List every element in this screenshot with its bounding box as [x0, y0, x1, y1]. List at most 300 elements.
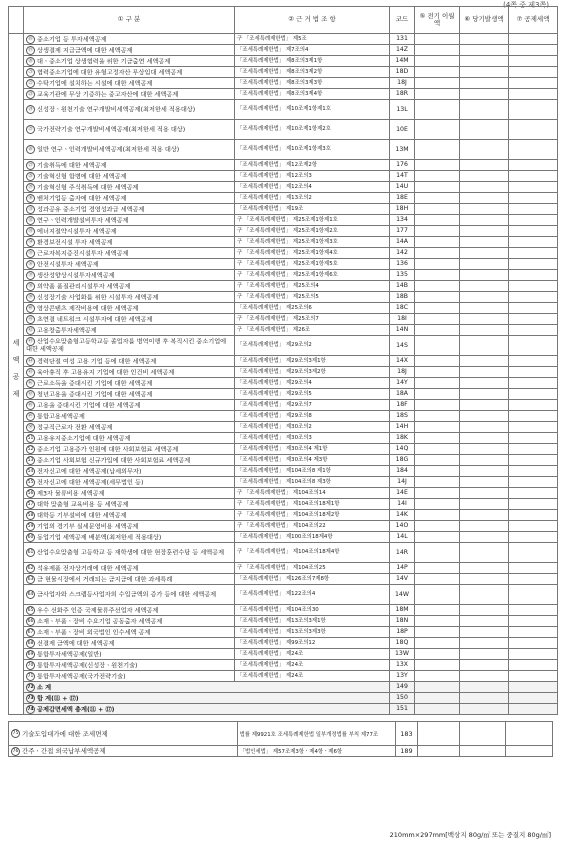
carryover-cell[interactable]	[415, 356, 460, 367]
credit-amount-cell[interactable]	[509, 411, 558, 422]
item-name	[24, 67, 235, 78]
item-label: 우수 선화주 인증 국제물류주선업자 세액공제	[37, 607, 159, 614]
credit-amount-cell[interactable]	[509, 182, 558, 193]
carryover-cell[interactable]	[415, 215, 460, 226]
current-amount-cell[interactable]	[460, 140, 509, 160]
carryover-cell[interactable]	[415, 292, 460, 303]
code-cell: 136	[390, 259, 415, 270]
carryover-cell[interactable]	[415, 499, 460, 510]
current-amount-cell[interactable]	[460, 248, 509, 259]
subtotal-label: 공제감면세액 총계(⑪ + ⑰)	[37, 706, 115, 713]
current-amount-cell[interactable]	[460, 400, 509, 411]
item-name	[24, 433, 235, 444]
code-cell: 14J	[390, 477, 415, 488]
current-amount-cell[interactable]	[460, 510, 509, 521]
credit-amount-cell[interactable]	[509, 378, 558, 389]
item-number: ㊳	[26, 282, 35, 291]
item-number: ㉔	[26, 105, 35, 114]
current-amount-cell[interactable]	[460, 433, 509, 444]
table-row	[9, 248, 558, 259]
exemption-name	[9, 746, 238, 757]
item-number: 71	[27, 673, 34, 679]
side-label	[9, 34, 24, 715]
item-name	[24, 325, 235, 336]
credit-amount-cell[interactable]	[509, 422, 558, 433]
exemption-row	[9, 746, 553, 757]
legal-basis: 구 「조세특례제한법」 제25조제1항제6호	[235, 270, 390, 281]
credit-amount-cell[interactable]	[509, 455, 558, 466]
credit-amount-cell[interactable]	[509, 488, 558, 499]
item-name	[24, 193, 235, 204]
credit-amount-cell[interactable]	[509, 521, 558, 532]
table-row	[9, 120, 558, 140]
credit-amount-cell[interactable]	[509, 466, 558, 477]
item-name	[24, 627, 235, 638]
credit-amount-cell[interactable]	[509, 616, 558, 627]
item-number: ㉑	[26, 68, 35, 77]
credit-amount-cell[interactable]	[509, 34, 558, 45]
item-number: 74	[27, 706, 34, 712]
carryover-cell[interactable]	[415, 160, 460, 171]
table-row	[9, 204, 558, 215]
credit-amount-cell[interactable]	[509, 433, 558, 444]
carryover-cell[interactable]	[415, 543, 460, 563]
carryover-cell[interactable]	[415, 627, 460, 638]
item-name	[24, 204, 235, 215]
current-amount-cell[interactable]	[460, 120, 509, 140]
carryover-cell[interactable]	[415, 466, 460, 477]
credit-amount-cell[interactable]	[509, 510, 558, 521]
credit-amount-cell[interactable]	[509, 638, 558, 649]
carryover-cell[interactable]	[415, 182, 460, 193]
credit-amount-cell[interactable]	[509, 336, 558, 356]
credit-amount-cell[interactable]	[506, 746, 553, 757]
carryover-cell[interactable]	[415, 226, 460, 237]
current-amount-cell[interactable]	[460, 532, 509, 543]
current-amount-cell[interactable]	[460, 499, 509, 510]
paper-spec-footer: 210mm×297mm[백상지 80g/㎡ 또는 중질지 80g/㎡]	[389, 831, 551, 839]
item-label: 석유제품 전자상거래에 대한 세액공제	[37, 565, 139, 572]
current-amount-cell[interactable]	[460, 660, 509, 671]
credit-amount-cell[interactable]	[509, 477, 558, 488]
carryover-cell[interactable]	[415, 314, 460, 325]
current-amount-cell[interactable]	[460, 67, 509, 78]
credit-amount-cell[interactable]	[509, 292, 558, 303]
item-label: 고용을 증대시킨 기업에 대한 세액공제	[37, 402, 141, 409]
item-number: ㉕	[26, 125, 35, 134]
table-row	[9, 193, 558, 204]
legal-basis: 「조세특례제한법」 제30조의2	[235, 422, 390, 433]
credit-amount-cell[interactable]	[509, 367, 558, 378]
credit-amount-cell[interactable]	[509, 563, 558, 574]
table-row	[9, 378, 558, 389]
current-amount-cell[interactable]	[460, 488, 509, 499]
current-amount-cell[interactable]	[460, 270, 509, 281]
header-current-amount: ⑥ 당기발생액	[460, 7, 509, 34]
current-amount-cell[interactable]	[459, 722, 506, 746]
carryover-cell[interactable]	[415, 649, 460, 660]
credit-amount-cell[interactable]	[509, 193, 558, 204]
credit-amount-cell[interactable]	[509, 671, 558, 682]
table-row	[9, 237, 558, 248]
current-amount-cell[interactable]	[460, 455, 509, 466]
credit-amount-cell[interactable]	[509, 627, 558, 638]
item-name	[24, 182, 235, 193]
item-number: 52	[27, 446, 34, 452]
subtotal-row	[9, 704, 558, 715]
carryover-cell[interactable]	[415, 171, 460, 182]
current-amount-cell[interactable]	[460, 627, 509, 638]
legal-basis: 법률 제9921호 조세특례제한법 일부개정법률 부칙 제77조	[237, 722, 396, 746]
credit-amount-cell[interactable]	[506, 722, 553, 746]
legal-basis: 「조세특례제한법」 제8조의3제1항	[235, 56, 390, 67]
current-amount-cell[interactable]	[460, 226, 509, 237]
current-amount-cell[interactable]	[460, 649, 509, 660]
legal-basis: 「조세특례제한법」 제10조제1항제1호	[235, 100, 390, 120]
credit-amount-cell[interactable]	[509, 585, 558, 605]
carryover-cell[interactable]	[415, 510, 460, 521]
current-amount-cell[interactable]	[460, 389, 509, 400]
credit-amount-cell[interactable]	[509, 281, 558, 292]
item-name	[24, 89, 235, 100]
item-name	[24, 477, 235, 488]
code-cell: 18E	[390, 193, 415, 204]
carryover-cell[interactable]	[415, 281, 460, 292]
item-label: 소재ㆍ부품ㆍ장비 외국법인 인수세액 공제	[37, 629, 151, 636]
legal-basis: 「조세특례제한법」 제24조	[235, 660, 390, 671]
item-label: 중소기업 등 투자세액공제	[37, 36, 107, 43]
current-amount-cell[interactable]	[460, 89, 509, 100]
credit-amount-cell[interactable]	[509, 171, 558, 182]
carryover-cell[interactable]	[415, 411, 460, 422]
code-cell: 14R	[390, 543, 415, 563]
current-amount-cell[interactable]	[460, 56, 509, 67]
carryover-cell[interactable]	[415, 532, 460, 543]
credit-amount-cell[interactable]	[509, 325, 558, 336]
current-amount-cell[interactable]	[460, 336, 509, 356]
legal-basis: 구 「조세특례제한법」 제104조의22	[235, 521, 390, 532]
legal-basis: 구 「조세특례제한법」 제25조제1항제5호	[235, 259, 390, 270]
subtotal-label: 합 계(⑪ + ⑰)	[37, 695, 79, 702]
item-name	[24, 215, 235, 226]
credit-amount-cell[interactable]	[509, 89, 558, 100]
item-label: 고용창출투자세액공제	[37, 327, 97, 334]
current-amount-cell[interactable]	[460, 411, 509, 422]
current-amount-cell[interactable]	[460, 160, 509, 171]
legal-basis: 「조세특례제한법」 제25조의6	[235, 303, 390, 314]
table-row	[9, 182, 558, 193]
carryover-cell[interactable]	[415, 455, 460, 466]
current-amount-cell[interactable]	[460, 182, 509, 193]
credit-amount-cell[interactable]	[509, 226, 558, 237]
code-cell: 14I	[390, 499, 415, 510]
carryover-cell[interactable]	[415, 259, 460, 270]
code-cell: 14K	[390, 510, 415, 521]
legal-basis: 「조세특례제한법」 제8조의3제3항	[235, 78, 390, 89]
legal-basis: 구 「조세특례제한법」 제104조의18제4항	[235, 543, 390, 563]
carryover-cell[interactable]	[415, 204, 460, 215]
carryover-cell[interactable]	[415, 120, 460, 140]
item-number: ㉒	[26, 79, 35, 88]
credit-amount-cell[interactable]	[509, 649, 558, 660]
item-number: ㊹	[26, 357, 35, 366]
item-number: ㊸	[26, 337, 35, 346]
current-amount-cell[interactable]	[460, 314, 509, 325]
current-amount-cell[interactable]	[460, 215, 509, 226]
table-row	[9, 532, 558, 543]
code-cell: 14Y	[390, 378, 415, 389]
carryover-cell[interactable]	[415, 704, 460, 715]
credit-amount-cell[interactable]	[509, 160, 558, 171]
carryover-cell[interactable]	[415, 433, 460, 444]
credit-amount-cell[interactable]	[509, 56, 558, 67]
current-amount-cell[interactable]	[460, 605, 509, 616]
credit-amount-cell[interactable]	[509, 248, 558, 259]
current-amount-cell[interactable]	[460, 693, 509, 704]
item-number: ㉛	[26, 205, 35, 214]
carryover-cell[interactable]	[415, 574, 460, 585]
carryover-cell[interactable]	[415, 477, 460, 488]
credit-amount-cell[interactable]	[509, 204, 558, 215]
credit-amount-cell[interactable]	[509, 237, 558, 248]
item-label: 경력단절 여성 고용 기업 등에 대한 세액공제	[37, 358, 157, 365]
code-cell: 18K	[390, 433, 415, 444]
item-number: ㉗	[26, 161, 35, 170]
credit-amount-cell[interactable]	[509, 389, 558, 400]
item-number: ⑱	[26, 35, 35, 44]
item-name	[24, 336, 235, 356]
current-amount-cell[interactable]	[460, 193, 509, 204]
credit-amount-cell[interactable]	[509, 45, 558, 56]
item-name	[24, 56, 235, 67]
header-code: 코드	[390, 7, 415, 34]
side-label-text: 세액공제	[12, 338, 21, 407]
table-row	[9, 477, 558, 488]
carryover-cell[interactable]	[415, 563, 460, 574]
table-row	[9, 543, 558, 563]
code-cell: 14N	[390, 325, 415, 336]
credit-amount-cell[interactable]	[509, 444, 558, 455]
credit-amount-cell[interactable]	[509, 100, 558, 120]
current-amount-cell[interactable]	[460, 281, 509, 292]
carryover-cell[interactable]	[415, 45, 460, 56]
item-number: 64	[27, 592, 34, 597]
carryover-cell[interactable]	[415, 248, 460, 259]
credit-amount-cell[interactable]	[509, 270, 558, 281]
carryover-cell[interactable]	[415, 585, 460, 605]
table-row	[9, 574, 558, 585]
item-name	[24, 616, 235, 627]
credit-amount-cell[interactable]	[509, 314, 558, 325]
item-label: 중소기업 고용증가 인원에 대한 사회보험료 세액공제	[37, 446, 179, 453]
carryover-cell[interactable]	[415, 56, 460, 67]
item-name	[24, 532, 235, 543]
carryover-cell[interactable]	[415, 671, 460, 682]
legal-basis: 구 「조세특례제한법」 제25조제1항제1호	[235, 215, 390, 226]
item-name	[24, 660, 235, 671]
credit-amount-cell[interactable]	[509, 574, 558, 585]
carryover-cell[interactable]	[415, 521, 460, 532]
current-amount-cell[interactable]	[460, 78, 509, 89]
item-name	[24, 281, 235, 292]
current-amount-cell[interactable]	[460, 563, 509, 574]
legal-basis: 「조세특례제한법」 제29조의5	[235, 389, 390, 400]
legal-basis: 구 「조세특례제한법」 제25조제1항제2호	[235, 226, 390, 237]
credit-amount-cell[interactable]	[509, 704, 558, 715]
carryover-cell[interactable]	[415, 270, 460, 281]
item-name	[24, 140, 235, 160]
legal-basis: 「조세특례제한법」 제24조	[235, 671, 390, 682]
carryover-cell[interactable]	[415, 682, 460, 693]
current-amount-cell[interactable]	[460, 378, 509, 389]
carryover-cell[interactable]	[415, 100, 460, 120]
table-row	[9, 411, 558, 422]
current-amount-cell[interactable]	[460, 171, 509, 182]
item-name	[24, 411, 235, 422]
credit-amount-cell[interactable]	[509, 140, 558, 160]
carryover-cell[interactable]	[415, 193, 460, 204]
credit-amount-cell[interactable]	[509, 120, 558, 140]
item-name	[24, 585, 235, 605]
item-number: 66	[27, 618, 34, 624]
table-row	[9, 56, 558, 67]
carryover-cell[interactable]	[415, 605, 460, 616]
carryover-cell[interactable]	[415, 78, 460, 89]
legal-basis: 「조세특례제한법」 제8조의3제2항	[235, 67, 390, 78]
current-amount-cell[interactable]	[460, 444, 509, 455]
legal-basis: 구 「조세특례제한법」 제5조	[235, 34, 390, 45]
table-row	[9, 281, 558, 292]
carryover-cell[interactable]	[415, 638, 460, 649]
carryover-cell[interactable]	[415, 237, 460, 248]
current-amount-cell[interactable]	[460, 325, 509, 336]
carryover-cell[interactable]	[415, 367, 460, 378]
current-amount-cell[interactable]	[460, 585, 509, 605]
current-amount-cell[interactable]	[460, 356, 509, 367]
code-cell: 13L	[390, 100, 415, 120]
item-label: 통합투자세액공제(일반)	[37, 651, 102, 658]
current-amount-cell[interactable]	[460, 34, 509, 45]
carryover-cell[interactable]	[415, 660, 460, 671]
current-amount-cell[interactable]	[460, 259, 509, 270]
code-cell: 18Q	[390, 638, 415, 649]
header-carryover: ⑤ 전기 이월액	[415, 7, 460, 34]
current-amount-cell[interactable]	[460, 682, 509, 693]
exemption-label: 간주ㆍ간접 외국납부세액공제	[22, 747, 106, 756]
carryover-cell[interactable]	[415, 325, 460, 336]
credit-amount-cell[interactable]	[509, 693, 558, 704]
credit-amount-cell[interactable]	[509, 215, 558, 226]
item-number: ㊺	[26, 368, 35, 377]
page-number-note: (4쪽 중 제3쪽)	[503, 1, 549, 9]
carryover-cell[interactable]	[415, 378, 460, 389]
credit-amount-cell[interactable]	[509, 400, 558, 411]
code-cell: 14M	[390, 56, 415, 67]
current-amount-cell[interactable]	[459, 746, 506, 757]
carryover-cell[interactable]	[415, 422, 460, 433]
current-amount-cell[interactable]	[460, 543, 509, 563]
table-row	[9, 303, 558, 314]
legal-basis: 「법인세법」 제57조제3항ㆍ제4항ㆍ제6항	[237, 746, 396, 757]
carryover-cell[interactable]	[417, 746, 459, 757]
code-cell: 10E	[390, 120, 415, 140]
table-row	[9, 100, 558, 120]
exemption-label: 기술도입대가에 대한 조세면제	[22, 729, 108, 738]
current-amount-cell[interactable]	[460, 616, 509, 627]
legal-basis: 구 「조세특례제한법」 제25조제1항제4호	[235, 248, 390, 259]
current-amount-cell[interactable]	[460, 521, 509, 532]
carryover-cell[interactable]	[415, 400, 460, 411]
legal-basis: 구 「조세특례제한법」 제25조의4	[235, 281, 390, 292]
carryover-cell[interactable]	[415, 389, 460, 400]
carryover-cell[interactable]	[415, 336, 460, 356]
table-row	[9, 367, 558, 378]
item-label: 금사업자와 스크랩등사업자의 수입금액의 증가 등에 대한 세액공제	[37, 591, 217, 599]
item-label: 기업의 경기부 실세문영비용 세액공제	[37, 523, 139, 530]
credit-amount-cell[interactable]	[509, 532, 558, 543]
legal-basis: 「조세특례제한법」 제30조의4 제3항	[235, 455, 390, 466]
current-amount-cell[interactable]	[460, 237, 509, 248]
credit-amount-cell[interactable]	[509, 605, 558, 616]
current-amount-cell[interactable]	[460, 638, 509, 649]
credit-amount-cell[interactable]	[509, 660, 558, 671]
current-amount-cell[interactable]	[460, 671, 509, 682]
credit-amount-cell[interactable]	[509, 543, 558, 563]
credit-amount-cell[interactable]	[509, 356, 558, 367]
item-number: 68	[27, 640, 34, 646]
item-label: 교육기관에 무상 기증하는 중고자산에 대한 세액공제	[37, 91, 179, 98]
carryover-cell[interactable]	[415, 67, 460, 78]
current-amount-cell[interactable]	[460, 704, 509, 715]
credit-amount-cell[interactable]	[509, 303, 558, 314]
current-amount-cell[interactable]	[460, 292, 509, 303]
current-amount-cell[interactable]	[460, 367, 509, 378]
item-label: 고용유지중소기업에 대한 세액공제	[37, 435, 131, 442]
current-amount-cell[interactable]	[460, 100, 509, 120]
current-amount-cell[interactable]	[460, 422, 509, 433]
carryover-cell[interactable]	[415, 140, 460, 160]
carryover-cell[interactable]	[415, 303, 460, 314]
code-cell: 14A	[390, 237, 415, 248]
carryover-cell[interactable]	[415, 444, 460, 455]
item-label: 협력중소기업에 대한 유형고정자산 무상임대 세액공제	[37, 69, 183, 76]
credit-amount-cell[interactable]	[509, 499, 558, 510]
item-name	[24, 466, 235, 477]
carryover-cell[interactable]	[415, 34, 460, 45]
item-name	[24, 45, 235, 56]
item-name	[24, 574, 235, 585]
carryover-cell[interactable]	[417, 722, 459, 746]
credit-amount-cell[interactable]	[509, 682, 558, 693]
item-number: 60	[27, 534, 34, 540]
credit-amount-cell[interactable]	[509, 78, 558, 89]
current-amount-cell[interactable]	[460, 574, 509, 585]
carryover-cell[interactable]	[415, 616, 460, 627]
current-amount-cell[interactable]	[460, 466, 509, 477]
item-number: 72	[27, 684, 34, 690]
carryover-cell[interactable]	[415, 488, 460, 499]
credit-amount-cell[interactable]	[509, 67, 558, 78]
current-amount-cell[interactable]	[460, 303, 509, 314]
carryover-cell[interactable]	[415, 693, 460, 704]
legal-basis: 「조세특례제한법」 제12조의3	[235, 171, 390, 182]
current-amount-cell[interactable]	[460, 204, 509, 215]
carryover-cell[interactable]	[415, 89, 460, 100]
current-amount-cell[interactable]	[460, 477, 509, 488]
current-amount-cell[interactable]	[460, 45, 509, 56]
credit-amount-cell[interactable]	[509, 259, 558, 270]
legal-basis: 「조세특례제한법」 제12조제2항	[235, 160, 390, 171]
